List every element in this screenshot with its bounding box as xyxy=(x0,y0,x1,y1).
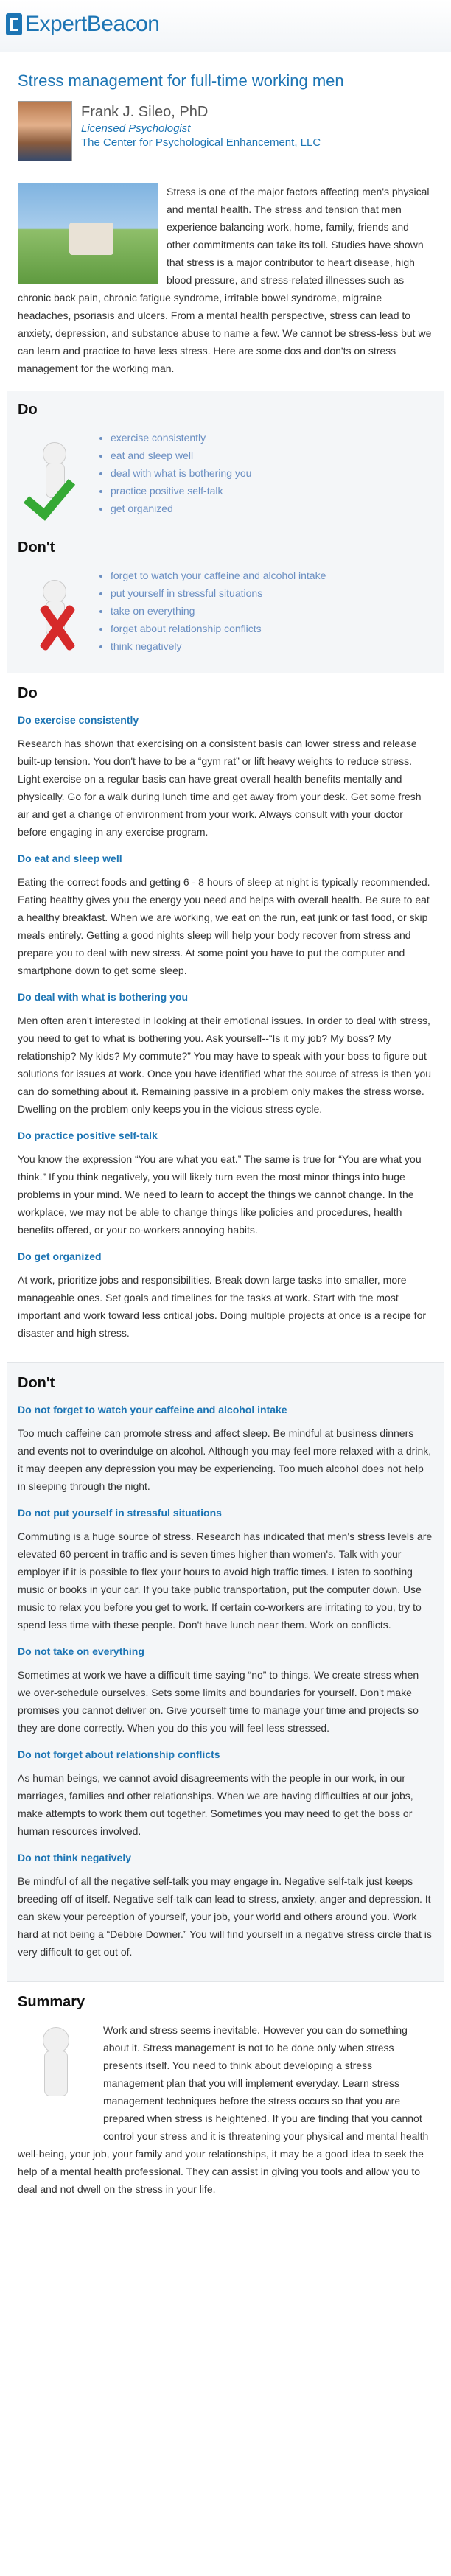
expertbeacon-logo[interactable] xyxy=(6,12,159,37)
do-item-text: Research has shown that exercising on a consistent basis can lower stress and release built-up tension. You don't have to be a “gym rat” or lift heavy weights to reduce stress. Light exercise on a regular basis can have great overall health benefits mentally and physically. Go for a walk during lunch time and get away from your desk. Get some fresh air and get a change of environment from your work. Always consult with your doctor before engaging in any exercise program. xyxy=(18,738,422,838)
dont-section xyxy=(7,1362,444,1982)
do-item-title: Do get organized xyxy=(18,1250,102,1262)
dont-link-item[interactable]: • put yourself in stressful situations xyxy=(111,584,326,602)
dont-item-text: Be mindful of all the negative self-talk you may engage in. Negative self-talk just keeps breeding off of itself. Negative self-talk can lead to stress, anxiety, anger and depression. It can skew your perception of yourself, your job, your world and others around you. Work hard at not being a “Debbie Downer.” You will find yourself in a negative stress circle that is very difficult to get out of. xyxy=(18,1875,432,1958)
intro xyxy=(18,183,433,377)
do-section xyxy=(7,673,444,1362)
do-item-title: Do practice positive self-talk xyxy=(18,1130,158,1141)
dont-link-item[interactable]: • forget about relationship conflicts xyxy=(111,620,326,637)
author-role: Licensed Psychologist xyxy=(81,122,191,135)
dont-link-item[interactable]: • think negatively xyxy=(111,637,326,655)
do-item-title: Do eat and sleep well xyxy=(18,853,122,864)
do-section-heading: Do xyxy=(18,685,38,701)
do-link-item[interactable]: • exercise consistently xyxy=(111,429,251,447)
logo-text: ExpertBeacon xyxy=(25,12,160,36)
author-org[interactable]: The Center for Psychological Enhancement, LLC xyxy=(81,136,321,149)
do-link-item[interactable]: • get organized xyxy=(111,500,251,517)
dont-item-text: Sometimes at work we have a difficult time saying “no” to things. We create stress when we over-schedule ourselves. Sets some limits and boundaries for yourself. Don't make promises you cannot deliver on. Give yourself time to manage your time and projects so they are done correctly. When you do this you will feel less stressed. xyxy=(18,1669,419,1734)
dont-section-heading: Don't xyxy=(18,1375,55,1391)
dont-item-text: As human beings, we cannot avoid disagreements with the people in our work, in our marriages, families and other relationships. When we are having difficulties at our jobs, make attempts to work them out together. Sometimes you may need to get the boss or human resources involved. xyxy=(18,1772,413,1837)
do-item-text: At work, prioritize jobs and responsibilities. Break down large tasks into smaller, more manageable ones. Set goals and timelines for the tasks at work. Start with the most important and work toward less critical jobs. Doing multiple projects at once is a recipe for disaster and high stress. xyxy=(18,1274,427,1339)
author-block xyxy=(18,101,433,172)
do-link-item[interactable]: • deal with what is bothering you xyxy=(111,464,251,482)
article xyxy=(0,71,451,2219)
logo-icon xyxy=(6,13,22,35)
author-name: Frank J. Sileo, PhD xyxy=(81,104,209,120)
dont-link-item[interactable]: • forget to watch your caffeine and alcohol intake xyxy=(111,567,326,584)
do-link-item[interactable]: • practice positive self-talk xyxy=(111,482,251,500)
check-figure-icon xyxy=(28,435,83,523)
dont-item-title: Do not take on everything xyxy=(18,1645,144,1657)
do-dont-summary-panel xyxy=(7,391,444,673)
do-item-title: Do deal with what is bothering you xyxy=(18,991,189,1003)
do-item-text: You know the expression “You are what you eat.” The same is true for “You are what you think.” If you think negatively, you will likely turn even the most minor things into huge problems in your mind. We need to learn to accept the things we cannot change. In the workplace, we may not be able to change things like policies and procedures, health benefits offered, or your co-workers annoying habits. xyxy=(18,1153,422,1236)
summary-text: Work and stress seems inevitable. However you can do something about it. Stress management is not to be done only when stress presents itself. You need to think about developing a stress management plan that you will implement everyday. Learn stress management techniques before the stress occurs so that you are prepared when stress is heightened. If you are finding that you cannot control your stress and it is threatening your physical and mental health well-being, your job, your family and your relationships, it may be a good idea to seek the help of a mental health professional. They can assist in giving you tools and allow you to deal and not dwell on the stress in your life. xyxy=(18,2024,429,2195)
x-figure-icon xyxy=(28,573,83,661)
do-list-heading: Do xyxy=(18,402,38,418)
article-title: Stress management for full-time working men xyxy=(18,71,344,90)
do-item-text: Men often aren't interested in looking at their emotional issues. In order to deal with stress, you need to get to what is bothering you. Ask yourself--“Is it my job? My boss? My relationship? My kids? My commute?” You may have to speak with your boss to figure out solutions for issues at work. Once you have identified what the source of stress is then you can do something about it. Remaining passive in a problem only makes the stress worse. Dwelling on the problem only keeps you in the vicious stress cycle. xyxy=(18,1015,432,1115)
intro-text: Stress is one of the major factors affecting men's physical and mental health. The stress and tension that men experience balancing work, home, family, friends and other commitments can take its toll. Studies have shown that stress is a major contributor to heart disease, high blood pressure, and stress-related illnesses such as chronic back pain, chronic fatigue syndrome, irritable bowel syndrome, migraine headaches, psoriasis and ulcers. From a mental health perspective, stress can lead to anxiety, depression, and substance abuse to name a few. We cannot be stress-less but we can learn and practice to have less stress. Here are some dos and don'ts on stress management for the working man. xyxy=(18,186,432,374)
dont-link-item[interactable]: • take on everything xyxy=(111,602,326,620)
dont-item-title: Do not put yourself in stressful situations xyxy=(18,1507,222,1519)
site-header xyxy=(0,0,451,52)
intro-image xyxy=(18,183,158,284)
dont-item-title: Do not forget to watch your caffeine and alcohol intake xyxy=(18,1404,287,1415)
author-photo xyxy=(18,101,72,161)
do-link-list xyxy=(96,429,251,517)
thinking-figure-icon xyxy=(18,2021,91,2132)
dont-list-heading: Don't xyxy=(18,539,55,556)
dont-item-text: Commuting is a huge source of stress. Research has indicated that men's stress levels are elevated 60 percent in traffic and is seven times higher than women's. Talk with your employer if it is possible to flex your hours to avoid high traffic times. Listen to soothing music or books in your car. If you take public transportation, put the computer down. Use music to relax you before you get to work. If certain co-workers are irritating to you, try to spend less time with these people. Don't have lunch near them. Work on conflicts. xyxy=(18,1530,433,1631)
dont-item-title: Do not think negatively xyxy=(18,1852,132,1863)
dont-item-title: Do not forget about relationship conflicts xyxy=(18,1749,220,1760)
do-item-text: Eating the correct foods and getting 6 - 8 hours of sleep at night is typically recommended. Eating healthy gives you the energy you need and helps with overall health. Be sure to eat a healthy breakfast. When we are working, we eat on the run, eat junk or fast food, or skip meals entirely. Getting a good nights sleep will help your body recover from stress and prepare you to deal with new stress. At some point you have to put the computer and smartphone down to get some sleep. xyxy=(18,876,430,976)
dont-link-list xyxy=(96,567,326,655)
summary-heading: Summary xyxy=(18,1994,85,2010)
dont-item-text: Too much caffeine can promote stress and affect sleep. Be mindful at business dinners and events not to overindulge on alcohol. Although you may feel more relaxed with a drink, it may deepen any depression you may be experiencing. Too much alcohol does not help in sleeping through the night. xyxy=(18,1427,432,1492)
summary-section xyxy=(7,1982,444,2219)
do-link-item[interactable]: • eat and sleep well xyxy=(111,447,251,464)
do-item-title: Do exercise consistently xyxy=(18,714,139,726)
